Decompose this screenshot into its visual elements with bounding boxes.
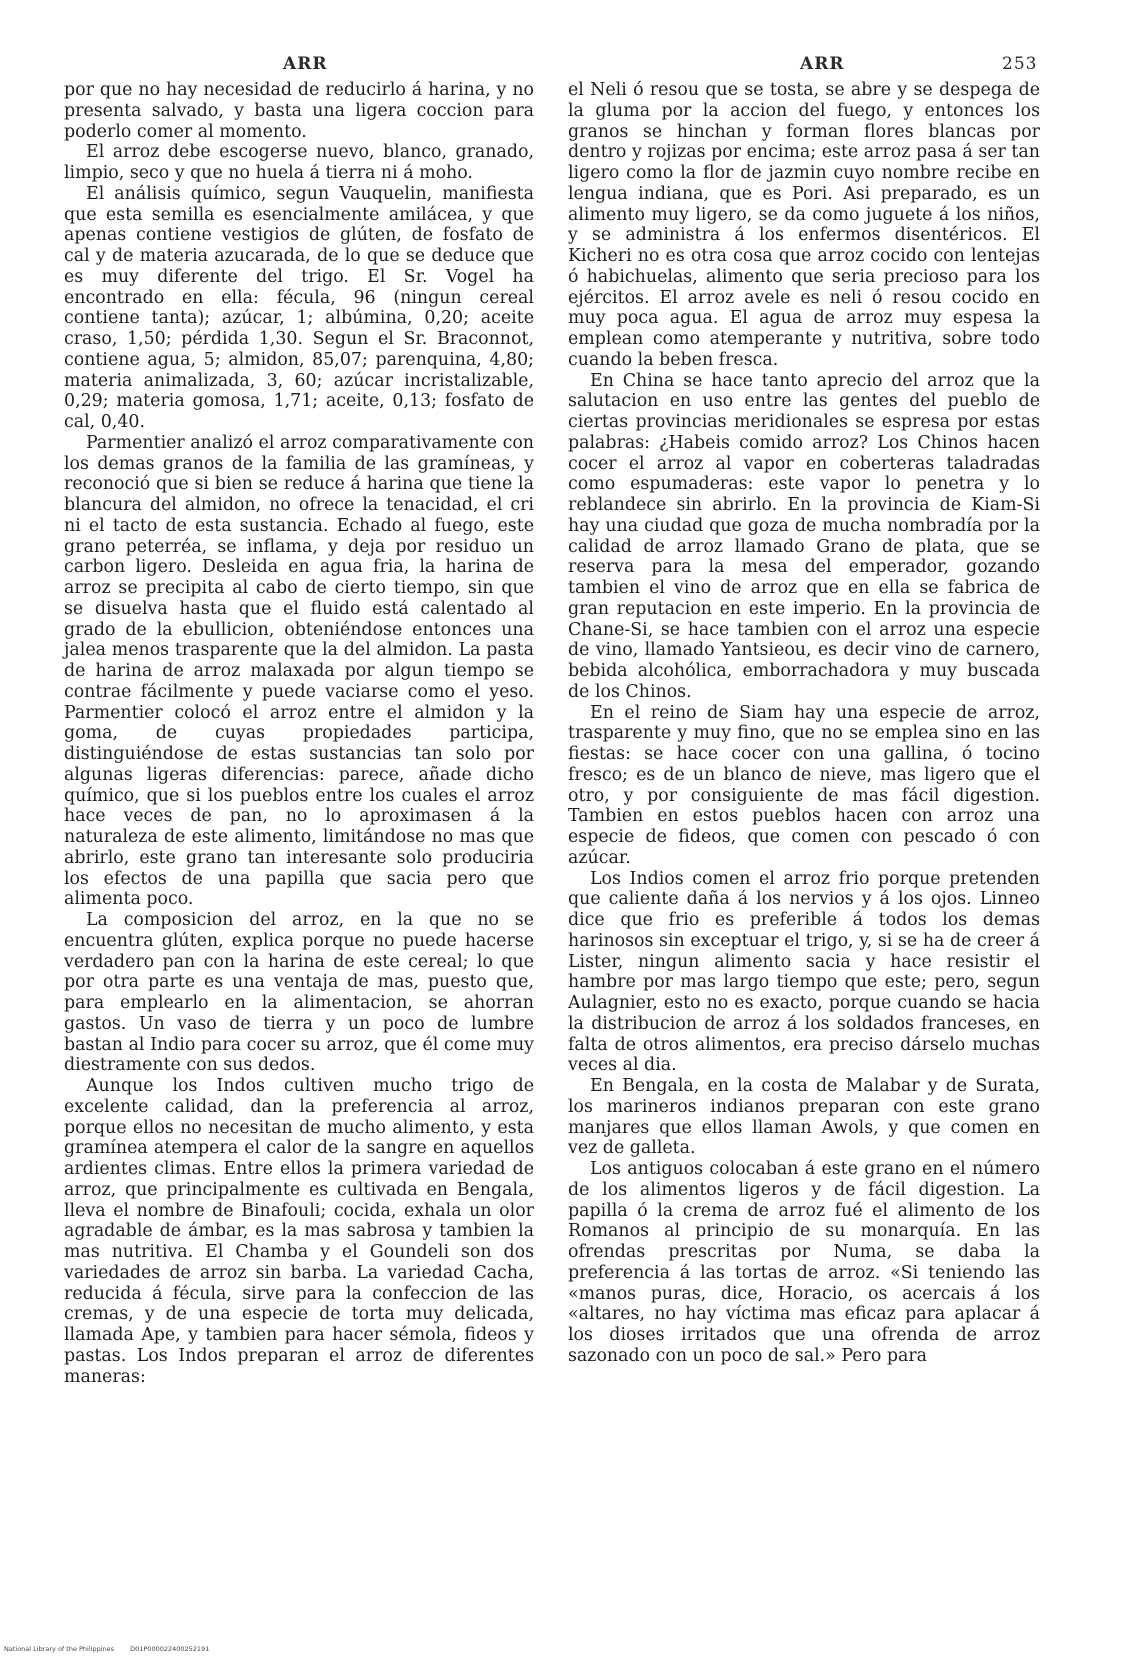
paragraph: El análisis químico, segun Vauquelin, manifiesta que esta semilla es esencialmente amilácea, y que apenas contiene vestigios de glúten, de fosfato de cal y de materia azucarada, de lo que se deduce que es muy diferente del trigo. El Sr. Vogel ha encontrado en ella: fécula, 96 (ningun cereal contiene tanta); azúcar, 1; albúmina, 0,20; aceite craso, 1,50; pérdida 1,30. Segun el Sr. Braconnot, contiene agua, 5; almidon, 85,07; parenquina, 4,80; materia animalizada, 3, 60; azúcar incristalizable, 0,29; materia gomosa, 1,71; aceite, 0,13; fosfato de cal, 0,40. [64, 183, 534, 432]
page-number: 253 [1002, 54, 1038, 74]
paragraph: el Neli ó resou que se tosta, se abre y se despega de la gluma por la accion del fuego, y entonces los granos se hinchan y forman flores blancas por dentro y rojizas por encima; este arroz pasa á ser tan ligero como la flor de jazmin cuyo nombre recibe en lengua indiana, que es Pori. Asi preparado, es un alimento muy ligero, se da como juguete á los niños, y se administra á los enfermos disentéricos. El Kicheri no es otra cosa que arroz cocido con lentejas ó habichuelas, alimento que seria precioso para los ejércitos. El arroz avele es neli ó resou cocido en muy poca agua. El agua de arroz muy espesa la emplean como atemperante y nutritiva, sobre todo cuando la beben fresca. [568, 80, 1040, 370]
paragraph: Los Indios comen el arroz frio porque pretenden que caliente daña á los nervios y á los ojos. Linneo dice que frio es preferible á todos los demas harinosos sin exceptuar el trigo, y, si se ha de creer á Lister, ningun alimento sacia y hace resistir el hambre por mas largo tiempo que este; pero, segun Aulagnier, esto no es exacto, porque cuando se hacia la distribucion de arroz á los soldados franceses, en falta de otros alimentos, era preciso dárselo muchas veces al dia. [568, 868, 1040, 1076]
left-column [64, 80, 534, 1387]
paragraph: por que no hay necesidad de reducirlo á harina, y no presenta salvado, y basta una ligera coccion para poderlo comer al momento. [64, 80, 534, 142]
paragraph: La composicion del arroz, en la que no se encuentra glúten, explica porque no puede hacerse verdadero pan con la harina de este cereal; lo que por otra parte es una ventaja de mas, puesto que, para emplearlo en la alimentacion, se ahorran gastos. Un vaso de tierra y un poco de lumbre bastan al Indio para cocer su arroz, que él come muy diestramente con sus dedos. [64, 910, 534, 1076]
library-name: National Library of the Philippines [4, 1645, 115, 1653]
paragraph: Aunque los Indos cultiven mucho trigo de excelente calidad, dan la preferencia al arroz, porque ellos no necesitan de mucho alimento, y esta gramínea atempera el calor de la sangre en aquellos ardientes climas. Entre ellos la primera variedad de arroz, que principalmente es cultivada en Bengala, lleva el nombre de Binafouli; cocida, exhala un olor agradable de ámbar, es la mas sabrosa y tambien la mas nutritiva. El Chamba y el Goundeli son dos variedades de arroz sin barba. La variedad Cacha, reducida á fécula, sirve para la confeccion de las cremas, y de una especie de torta muy delicada, llamada Ape, y tambien para hacer sémola, fideos y pastas. Los Indos preparan el arroz de diferentes maneras: [64, 1076, 534, 1387]
running-head-left: ARR [283, 54, 328, 74]
paragraph: En el reino de Siam hay una especie de arroz, trasparente y muy fino, que no se emplea sino en las fiestas: se hace cocer con una gallina, ó tocino fresco; es de un blanco de nieve, mas ligero que el otro, y por consiguiente de mas fácil digestion. Tambien en estos pueblos hacen con arroz una especie de fideos, que comen con pescado ó con azúcar. [568, 702, 1040, 868]
paragraph: En China se hace tanto aprecio del arroz que la salutacion en uso entre las gentes del pueblo de ciertas provincias meridionales se espresa por estas palabras: ¿Habeis comido arroz? Los Chinos hacen cocer el arroz al vapor en coberteras taladradas como espumaderas: este vapor lo penetra y lo reblandece sin abrirlo. En la provincia de Kiam-Si hay una ciudad que goza de mucha nombradía por la calidad de arroz llamado Grano de plata, que se reserva para la mesa del emperador, gozando tambien el vino de arroz que en ella se fabrica de gran reputacion en este imperio. En la provincia de Chane-Si, se hace tambien con el arroz una especie de vino, llamado Yantsiеou, es decir vino de carnero, bebida alcohólica, emborrachadora y muy buscada de los Chinos. [568, 370, 1040, 702]
scan-footer [4, 1645, 223, 1653]
paragraph: Los antiguos colocaban á este grano en el número de los alimentos ligeros y de fácil digestion. La papilla ó la crema de arroz fué el alimento de los Romanos al principio de su monarquía. En las ofrendas prescritas por Numa, se daba la preferencia á las tortas de arroz. «Si teniendo las «manos puras, dice, Horacio, os acercais á los «altares, no hay víctima mas eficaz para aplacar á los dioses irritados que una ofrenda de arroz sazonado con un poco de sal.» Pero para [568, 1159, 1040, 1366]
right-column [568, 80, 1040, 1367]
paragraph: El arroz debe escogerse nuevo, blanco, granado, limpio, seco y que no huela á tierra ni á moho. [64, 142, 534, 183]
paragraph: En Bengala, en la costa de Malabar y de Surata, los marineros indianos preparan con este grano manjares que ellos llaman Awols, y que comen en vez de galleta. [568, 1076, 1040, 1159]
scan-code: D01P000022400252191 [130, 1645, 210, 1653]
paragraph: Parmentier analizó el arroz comparativamente con los demas granos de la familia de las gramíneas, y reconoció que si bien se reduce á harina que tiene la blancura del almidon, no ofrece la tenacidad, el cri ni el tacto de esta sustancia. Echado al fuego, este grano peterréa, se inflama, y deja por residuo un carbon ligero. Desleida en agua fria, la harina de arroz se precipita al cabo de cierto tiempo, sin que se disuelva hasta que el fluido está calentado al grado de la ebullicion, obteniéndose entonces una jalea menos trasparente que la del almidon. La pasta de harina de arroz malaxada por algun tiempo se contrae fácilmente y puede vaciarse como el yeso. Parmentier colocó el arroz entre el almidon y la goma, de cuyas propiedades participa, distinguiéndose de estas sustancias tan solo por algunas ligeras diferencias: parece, añade dicho químico, que si los pueblos entre los cuales el arroz hace veces de pan, no lo aproximasen á la naturaleza de este alimento, limitándose no mas que abrirlo, este grano tan interesante solo produciria los efectos de una papilla que sacia pero que alimenta poco. [64, 432, 534, 910]
running-head-right: ARR [800, 54, 845, 74]
